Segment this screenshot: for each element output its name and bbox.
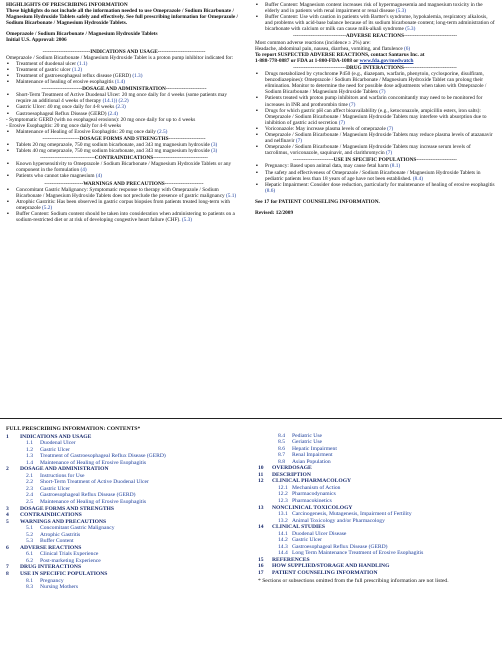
toc-entry-label: Renal Impairment [292, 452, 333, 459]
warnings-list [6, 187, 242, 224]
list-item: ▪ Treatment of gastroesophageal reflux disease (GERD) (1.3) [6, 73, 242, 79]
section-link[interactable]: (7) [379, 89, 386, 96]
toc-entry-number: 8.8 [278, 458, 285, 465]
toc-entry-number: 8.5 [278, 439, 285, 446]
toc-entry-label: Concomitant Gastric Malignancy [40, 525, 115, 532]
toc-entry-label: USE IN SPECIFIC POPULATIONS [20, 571, 108, 578]
toc-entry-label: HOW SUPPLIED/STORAGE AND HANDLING [272, 563, 390, 570]
toc-entry-number: 16 [258, 563, 264, 570]
toc-entry-number: 8.4 [278, 432, 285, 439]
dosage-forms-heading: ---------------------DOSAGE FORMS AND STRENGTHS--------------------- [42, 135, 206, 142]
toc-entry-label: Asian Population [292, 458, 331, 465]
highlights-right-column [255, 2, 495, 216]
toc-entry-number: 14.4 [278, 550, 288, 557]
list-item: ▪ Gastric Ulcer: 40 mg once daily for 4-8 weeks (2.3) [6, 104, 242, 110]
report-phone: 1-888-778-0887 or FDA at 1-800-FDA-1088 or www.fda.gov/medwatch [255, 57, 414, 64]
toc-entry-number: 2.3 [26, 485, 33, 492]
list-item: ▪ Buffer Content: Sodium content should be taken into consideration when administering to patients on a sodium-restricted diet or at risk of developing congestive heart failure (CHF). (5.3) [6, 211, 242, 223]
toc-entry-label: DOSAGE AND ADMINISTRATION [20, 466, 109, 473]
drug-interactions-heading: ------------------------------DRUG INTERACTIONS------------------------------ [293, 64, 457, 71]
list-item: ▪ Gastroesophageal Reflux Disease (GERD) (2.4) [6, 111, 242, 117]
toc-entry-number: 13.1 [278, 511, 288, 518]
contents-list [258, 433, 498, 577]
section-link[interactable]: (1.4) [114, 79, 125, 86]
toc-entry-label: Clinical Trials Experience [40, 551, 99, 558]
dosage-forms-list [6, 142, 242, 154]
toc-entry-label: ADVERSE REACTIONS [20, 544, 82, 551]
toc-entry-number: 13 [258, 504, 264, 511]
section-link[interactable]: (8.1) [390, 163, 401, 170]
section-link[interactable]: (5.2) [42, 204, 53, 211]
toc-entry-number: 6.2 [26, 557, 33, 564]
toc-entry-number: 5.2 [26, 531, 33, 538]
toc-entry-label: DESCRIPTION [272, 471, 311, 478]
toc-entry-number: 13.2 [278, 517, 288, 524]
toc-entry-number: 2.5 [26, 499, 33, 506]
toc-entry-number: 2.1 [26, 472, 33, 479]
toc-entry-label: Geriatric Use [292, 439, 322, 446]
medwatch-link[interactable]: www.fda.gov/medwatch [359, 57, 414, 64]
section-link[interactable]: (2.2) [117, 98, 129, 105]
toc-entry-number: 17 [258, 570, 264, 577]
toc-entry-label: Post-marketing Experience [40, 557, 101, 564]
toc-entry-number: 5.3 [26, 538, 33, 545]
toc-entry-label: Gastric Ulcer [40, 446, 70, 453]
toc-entry-number: 14.1 [278, 530, 288, 537]
list-item: ▪ Omeprazole / Sodium Bicarbonate / Magnesium Hydroxide Tablets may reduce plasma levels of atazanavir and nelfinavir (7) [255, 132, 495, 144]
toc-entry-label: NONCLINICAL TOXICOLOGY [272, 504, 353, 511]
contents-footnote: * Sections or subsections omitted from the full prescribing information are not listed. [258, 577, 449, 584]
toc-entry-label: INDICATIONS AND USAGE [20, 433, 92, 440]
toc-entry-number: 1.3 [26, 453, 33, 460]
section-link[interactable]: (1.1) [77, 60, 88, 67]
toc-entry-label: Short-Term Treatment of Active Duodenal Ulcer [40, 479, 149, 486]
contents-right-column [258, 426, 498, 584]
list-item: - Symptomatic GERD (with no esophageal erosions): 20 mg once daily for up to 4 weeks [6, 116, 196, 123]
section-link[interactable]: (3) [211, 141, 218, 148]
section-link[interactable]: (1.2) [72, 66, 83, 73]
list-item: ▪ Tablets 40 mg omeprazole, 750 mg sodium bicarbonate, and 343 mg magnesium hydroxide (3) [6, 148, 242, 154]
toc-entry-label: Duodenal Ulcer [40, 440, 76, 447]
toc-entry-label: Gastroesophageal Reflux Disease (GERD) [40, 492, 136, 499]
section-link[interactable]: (8.4) [412, 175, 423, 182]
toc-entry-label: Pharmacokinetics [292, 498, 332, 505]
toc-entry-label: Maintenance of Healing of Erosive Esophagitis [40, 459, 147, 466]
toc-entry-label: Pharmacodynamics [292, 491, 336, 498]
toc-entry-number: 4 [6, 512, 9, 519]
toc-entry-label: Treatment of Gastroesophageal Reflux Disease (GERD) [40, 453, 166, 460]
toc-entry-label: Gastroesophageal Reflux Disease (GERD) [292, 543, 388, 550]
section-link[interactable]: (5.3) [395, 8, 407, 15]
list-item: ▪ Treatment of duodenal ulcer (1.1) [6, 61, 242, 67]
section-link[interactable]: (5.3) [405, 26, 416, 33]
toc-entry[interactable] [258, 570, 498, 577]
section-link[interactable]: (2.4) [107, 110, 118, 117]
indications-heading: ---------------------------INDICATIONS AND USAGE--------------------------- [42, 48, 206, 55]
toc-entry-number: 1.4 [26, 459, 33, 466]
list-item: ▪ Drugs for which gastric pH can affect bioavailability (e.g., ketoconazole, ampicillin esters, iron salts): Omeprazole / Sodium Bicarbonate / Magnesium Hydroxide Tablets may interfere with absorption due to inhibition of gastric acid secretion (7) [255, 108, 495, 126]
toc-entry-label: WARNINGS AND PRECAUTIONS [20, 518, 107, 525]
section-link[interactable]: (5.3) [181, 217, 193, 224]
toc-entry-number: 8.7 [278, 452, 285, 459]
list-item: ▪ Hepatic Impairment: Consider dose reduction, particularly for maintenance of healing of erosive esophagitis (8.6) [255, 182, 495, 194]
toc-entry-number: 12.1 [278, 484, 288, 491]
section-link[interactable]: (7) [386, 150, 393, 157]
toc-entry-label: Mechanism of Action [292, 484, 341, 491]
list-item: ▪ Treatment of gastric ulcer (1.2) [6, 67, 242, 73]
list-item: ▪ Patients who cannot take magnesium (4) [6, 173, 242, 179]
specific-populations-heading: -----------------------USE IN SPECIFIC POPULATIONS----------------------- [293, 157, 457, 164]
patient-counseling-note: See 17 for PATIENT COUNSELING INFORMATION. [255, 198, 380, 205]
list-item: ▪ The safety and effectiveness of Omeprazole / Sodium Bicarbonate / Magnesium Hydroxide Tablets in pediatric patients less than 18 years of age have not been established. (8.4) [255, 170, 495, 182]
list-item: ▪ Omeprazole / Sodium Bicarbonate / Magnesium Hydroxide Tablets may increase serum levels of tacrolimus, voriconazole, saquinavir, and clarithromycin (7) [255, 144, 495, 156]
section-link[interactable]: (5.1) [226, 192, 237, 199]
section-link[interactable]: (8.6) [265, 187, 276, 194]
toc-entry-label: Buffer Content [40, 538, 74, 545]
list-item: ▪ Voriconazole: May increase plasma levels of omeprazole (7) [255, 126, 495, 132]
toc-entry-number: 12.3 [278, 498, 288, 505]
list-item: ▪ Drugs metabolized by cytochrome P450 (e.g., diazepam, warfarin, phenytoin, cyclosporine, disulfiram, benzodiazepines): Omeprazole / Sodium Bicarbonate / Magnesium Hydroxide Tablet can prolong their elimination. Monitor to determine the need for possible dose adjustments when taken with Omeprazole / Sodium Bicarbonate / Magnesium Hydroxide Tablets (7) [255, 71, 495, 95]
contraindications-list [6, 161, 242, 179]
toc-entry-label: CLINICAL PHARMACOLOGY [272, 478, 352, 485]
adverse-reactions-line: Most common adverse reactions (incidence ≥ 2%) are: [255, 39, 371, 46]
list-item: ▪ Tablets 20 mg omeprazole, 750 mg sodium bicarbonate, and 343 mg magnesium hydroxide (3) [6, 142, 242, 148]
toc-entry-number: 5.1 [26, 525, 33, 532]
list-item: ▪ Maintenance of Healing of Erosive Esophagitis: 20 mg once daily (2.5) [6, 129, 242, 135]
toc-entry-number: 6 [6, 544, 9, 551]
contents-list [6, 434, 246, 591]
list-item: - Erosive Esophagitis: 20 mg once daily for 4-8 weeks [6, 122, 122, 129]
highlights-title: HIGHLIGHTS OF PRESCRIBING INFORMATION [6, 2, 128, 8]
product-name: Omeprazole / Sodium Bicarbonate / Magnesium Hydroxide Tablets [6, 31, 158, 38]
section-link[interactable]: (4) [95, 173, 103, 180]
toc-entry-label: OVERDOSAGE [272, 465, 312, 472]
toc-entry-number: 1 [6, 433, 9, 440]
list-item: ▪ Concomitant Gastric Malignancy: Symptomatic response to therapy with Omeprazole / Sodium Bicarbonate / Magnesium Hydroxide Tablets does not preclude the presence of gastric malignancy (5.1) [6, 187, 242, 199]
list-item: ▪ Short-Term Treatment of Active Duodenal Ulcer: 20 mg once daily for 4 weeks (some patients may require an additional 4 weeks of therapy (14.1)) (2.2) [6, 92, 242, 104]
toc-entry-number: 10 [258, 465, 264, 472]
dosage-heading: -----------------------DOSAGE AND ADMINISTRATION----------------------- [41, 86, 207, 93]
toc-entry-number: 2.2 [26, 479, 33, 486]
adverse-reactions-list: Headache, abdominal pain, nausea, diarrhea, vomiting, and flatulence (6) [255, 45, 411, 52]
toc-entry-label: CONTRAINDICATIONS [20, 512, 82, 519]
indications-list [6, 61, 242, 85]
toc-entry-number: 8.3 [26, 584, 33, 591]
list-item: ▪ Atrophic Gastritis: Has been observed in gastric corpus biopsies from patients treated long-term with omeprazole (5.2) [6, 199, 242, 211]
toc-entry-number: 3 [6, 505, 9, 512]
highlights-intro: These highlights do not include all the information needed to use Omeprazole / Sodium Bicarbonate / Magnesium Hydroxide Tablets safely and effectively. See full prescribing information for Omeprazole / Sodium Bicarbonate / Magnesium Hydroxide Tablets. [6, 8, 239, 27]
toc-entry-number: 12.2 [278, 491, 288, 498]
toc-entry[interactable] [6, 584, 246, 591]
toc-entry-label: Pregnancy [40, 577, 64, 584]
toc-entry-number: 12 [258, 478, 264, 485]
highlights-left-column [6, 2, 242, 223]
list-item: ▪ Buffer Content: Use with caution in patients with Bartter's syndrome, hypokalemia, respiratory alkalosis, and problems with acid-base balance because of its sodium bicarbonate content; long-term administration of bicarbonate with calcium or milk can cause milk-alkali syndrome (5.3) [255, 14, 495, 32]
contents-title: FULL PRESCRIBING INFORMATION: CONTENTS* [6, 426, 141, 432]
section-link[interactable]: (14.1)) [102, 98, 118, 105]
toc-entry-label: Carcinogenesis, Mutagenesis, Impairment of Fertility [292, 511, 412, 518]
toc-entry-label: DOSAGE FORMS AND STRENGTHS [20, 505, 115, 512]
section-link[interactable]: (2.5) [157, 128, 168, 135]
section-link[interactable]: (7) [387, 125, 394, 132]
contents-left-column [6, 426, 246, 591]
toc-entry-number: 8 [6, 571, 9, 578]
list-item: ▪ Patients treated with proton pump inhibitors and warfarin concomitantly may need to be monitored for increases in INR and prothrombin time (7) [255, 95, 495, 107]
toc-entry-label: DRUG INTERACTIONS [20, 564, 82, 571]
toc-entry-number: 7 [6, 564, 9, 571]
adverse-reactions-heading: ------------------------------ADVERSE REACTIONS------------------------------ [293, 33, 457, 40]
specific-populations-list [255, 163, 495, 193]
toc-entry-label: CLINICAL STUDIES [272, 524, 326, 531]
section-link[interactable]: (7) [338, 119, 345, 126]
drug-interactions-list [255, 71, 495, 156]
section-link[interactable]: (7) [295, 138, 303, 145]
indications-intro: Omeprazole / Sodium Bicarbonate / Magnesium Hydroxide Tablet is a proton pump inhibitor indicated for: [6, 54, 234, 61]
section-link[interactable]: (3) [211, 148, 218, 155]
toc-entry-number: 5 [6, 518, 9, 525]
section-link[interactable]: (4) [80, 167, 87, 174]
list-item: ▪ Pregnancy: Based upon animal data, may cause fetal harm (8.1) [255, 163, 495, 169]
toc-entry-label: Pediatric Use [292, 432, 322, 439]
toc-entry-label: REFERENCES [272, 556, 310, 563]
toc-entry-label: Duodenal Ulcer Disease [292, 530, 347, 537]
section-link[interactable]: (6) [404, 45, 411, 52]
toc-entry-label: Nursing Mothers [40, 584, 79, 591]
list-item: ▪ Maintenance of healing of erosive esophagitis (1.4) [6, 79, 242, 85]
toc-entry-label: Atrophic Gastritis [40, 531, 81, 538]
toc-entry-number: 11 [258, 471, 264, 478]
toc-entry-label: Instructions for Use [40, 472, 85, 479]
toc-entry-number: 1.1 [26, 440, 33, 447]
warnings-heading: ----------------------WARNINGS AND PRECAUTIONS---------------------- [44, 180, 204, 187]
initial-approval: Initial U.S. Approval: 2006 [6, 37, 67, 44]
section-link[interactable]: (2.3) [115, 104, 126, 111]
toc-entry-number: 2.4 [26, 492, 33, 499]
toc-entry-label: Maintenance of Healing of Erosive Esophagitis [40, 499, 147, 506]
list-item: ▪ Buffer Content: Magnesium content increases risk of hypermagnesemia and magnesium toxicity in the elderly and in patients with renal impairment or renal disease (5.3) [255, 2, 495, 14]
section-divider [0, 418, 502, 419]
toc-entry-number: 8.1 [26, 577, 33, 584]
toc-entry-number: 6.1 [26, 551, 33, 558]
warnings-list-continued [255, 2, 495, 32]
toc-entry-label: Hepatic Impairment [292, 445, 337, 452]
report-contact: To report SUSPECTED ADVERSE REACTIONS, contact Santarus Inc. at [255, 51, 425, 58]
list-item: ▪ Known hypersensitivity to Omeprazole / Sodium Bicarbonate / Magnesium Hydroxide Tablets or any component in the formulation (4) [6, 161, 242, 173]
section-link[interactable]: (1.3) [132, 72, 143, 79]
toc-entry-number: 1.2 [26, 446, 33, 453]
toc-entry-label: Animal Toxicology and/or Pharmacology [292, 517, 385, 524]
revised-date: Revised: 12/2009 [255, 210, 294, 216]
toc-entry-number: 14 [258, 524, 264, 531]
dosage-list [6, 92, 242, 135]
toc-entry-label: Gastric Ulcer [40, 485, 70, 492]
toc-entry-number: 2 [6, 466, 9, 473]
toc-entry-number: 15 [258, 556, 264, 563]
toc-entry-label: Gastric Ulcer [292, 537, 322, 544]
toc-entry-number: 14.3 [278, 543, 288, 550]
toc-entry-number: 14.2 [278, 537, 288, 544]
toc-entry-label: PATIENT COUNSELING INFORMATION [272, 570, 378, 577]
contraindications-heading: -------------------------------CONTRAINDICATIONS------------------------------- [40, 155, 208, 162]
toc-entry-number: 8.6 [278, 445, 285, 452]
toc-entry-label: Long Term Maintenance Treatment of Erosive Esophagitis [292, 550, 424, 557]
section-link[interactable]: (7) [349, 101, 356, 108]
